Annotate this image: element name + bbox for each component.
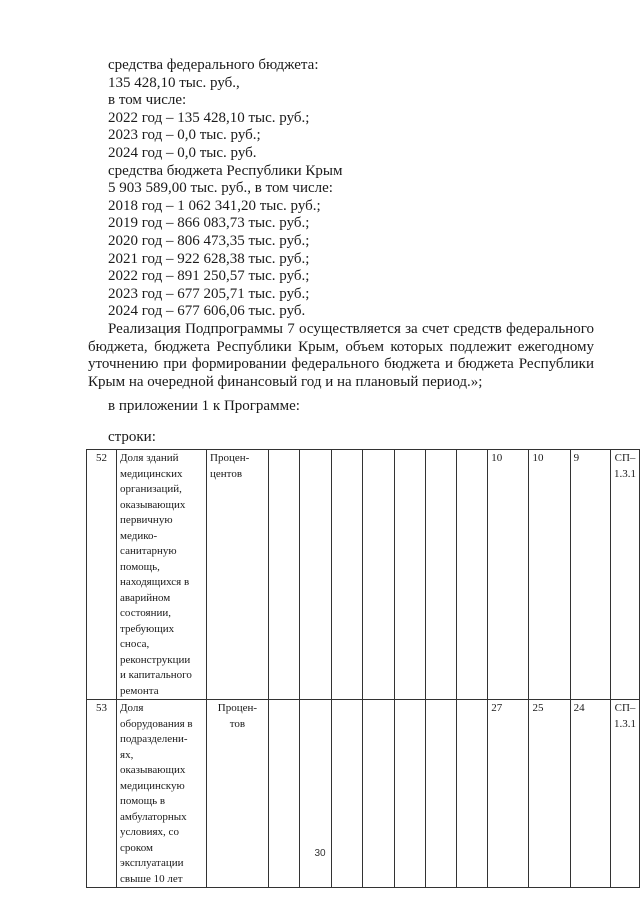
body-paragraph: Реализация Подпрограммы 7 осуществляется за счет средств федерального бюджета, бюджета Республики Крым, объем которых подлежит ежегодному уточнению при формировании федерального бюджета и бюджета Республики Крым на очередной финансовый год и на плановый период.»; bbox=[88, 321, 594, 390]
value-2023: 10 bbox=[529, 450, 570, 700]
empty-cell bbox=[395, 450, 426, 700]
unit-cell: Процен- центов bbox=[207, 450, 269, 700]
text-line: 5 903 589,00 тыс. руб., в том числе: bbox=[108, 180, 333, 197]
text-line: 2023 год – 0,0 тыс. руб.; bbox=[108, 127, 261, 144]
text-line: 2024 год – 677 606,06 тыс. руб. bbox=[108, 303, 306, 320]
table-row bbox=[87, 450, 640, 700]
code-cell: СП– 1.3.1 bbox=[611, 450, 640, 700]
text-line: 2020 год – 806 473,35 тыс. руб.; bbox=[108, 232, 310, 249]
empty-cell bbox=[395, 700, 426, 888]
empty-cell bbox=[299, 450, 331, 700]
empty-cell bbox=[363, 700, 395, 888]
empty-cell bbox=[331, 700, 362, 888]
table-row bbox=[87, 700, 640, 888]
text-line: 2023 год – 677 205,71 тыс. руб.; bbox=[108, 285, 310, 302]
value-2024: 24 bbox=[570, 700, 610, 888]
text-line: 135 428,10 тыс. руб., bbox=[108, 74, 240, 91]
text-line: 2024 год – 0,0 тыс. руб. bbox=[108, 144, 257, 161]
value-2022: 27 bbox=[488, 700, 529, 888]
indicator-name: Доля зданий медицинских организаций, оказывающих первичную медико- санитарную помощь, находящихся в аварийном состоянии, требующих сноса, реконструкции и капитального ремонта bbox=[117, 450, 207, 700]
indicators-table bbox=[86, 449, 640, 888]
text-line: 2018 год – 1 062 341,20 тыс. руб.; bbox=[108, 197, 321, 214]
indicator-name: Доля оборудования в подразделени- ях, оказывающих медицинскую помощь в амбулаторных условиях, со сроком эксплуатации свыше 10 лет bbox=[117, 700, 207, 888]
empty-cell bbox=[268, 700, 299, 888]
value-2024: 9 bbox=[570, 450, 610, 700]
appendix-intro: в приложении 1 к Программе: bbox=[108, 398, 300, 414]
row-number: 53 bbox=[87, 700, 117, 888]
empty-cell bbox=[457, 450, 488, 700]
empty-cell bbox=[426, 700, 457, 888]
text-line: 2019 год – 866 083,73 тыс. руб.; bbox=[108, 215, 310, 232]
empty-cell bbox=[331, 450, 362, 700]
rows-intro: строки: bbox=[108, 429, 156, 445]
text-line: 2022 год – 891 250,57 тыс. руб.; bbox=[108, 268, 310, 285]
text-line: средства бюджета Республики Крым bbox=[108, 162, 343, 179]
text-line: в том числе: bbox=[108, 92, 187, 109]
unit-cell: Процен- тов bbox=[207, 700, 269, 888]
value-2023: 25 bbox=[529, 700, 570, 888]
code-cell: СП– 1.3.1 bbox=[611, 700, 640, 888]
text-line: 2022 год – 135 428,10 тыс. руб.; bbox=[108, 109, 310, 126]
empty-cell bbox=[457, 700, 488, 888]
value-2022: 10 bbox=[488, 450, 529, 700]
empty-cell bbox=[299, 700, 331, 888]
empty-cell bbox=[426, 450, 457, 700]
page-number: 30 bbox=[314, 848, 326, 859]
row-number: 52 bbox=[87, 450, 117, 700]
funding-lines bbox=[108, 57, 343, 321]
empty-cell bbox=[268, 450, 299, 700]
text-line: 2021 год – 922 628,38 тыс. руб.; bbox=[108, 250, 310, 267]
empty-cell bbox=[363, 450, 395, 700]
text-line: средства федерального бюджета: bbox=[108, 57, 319, 73]
